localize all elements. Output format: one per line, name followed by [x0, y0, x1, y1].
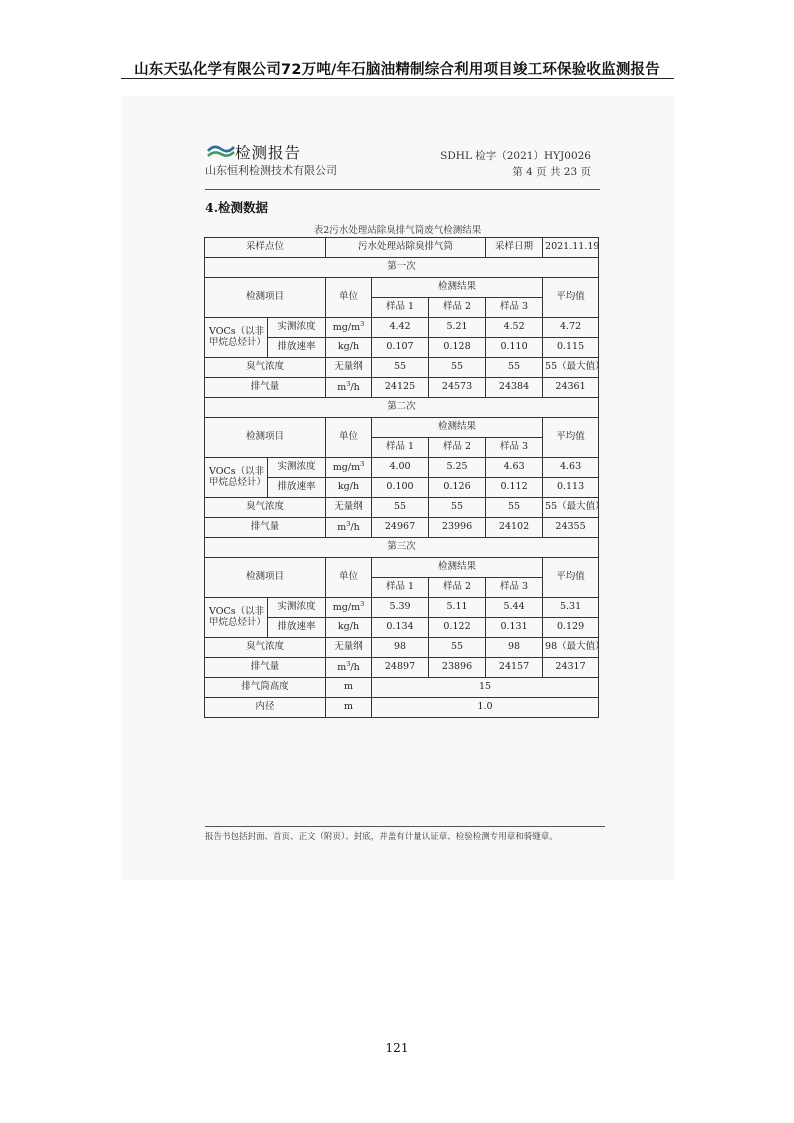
header-sample-3: 样品 3 — [486, 578, 543, 598]
row-unit — [326, 658, 372, 678]
emission-results-table — [204, 237, 605, 718]
average-value: 24317 — [543, 658, 599, 678]
sample-2-value: 55 — [429, 638, 486, 658]
row-unit — [326, 318, 372, 338]
vocs-label: VOCs（以非甲烷总烃计） — [205, 318, 268, 358]
stack-height-row — [205, 678, 599, 698]
row-item: 排放速率 — [268, 338, 326, 358]
sample-2-value: 0.122 — [429, 618, 486, 638]
sample-1-value: 4.00 — [372, 458, 429, 478]
row-item: 臭气浓度 — [205, 498, 326, 518]
scanned-report-page — [121, 96, 674, 880]
table-row — [205, 318, 599, 338]
table-caption: 表2污水处理站除臭排气筒废气检测结果 — [313, 225, 482, 236]
unit-tail: /h — [350, 662, 360, 674]
report-number: SDHL 检字（2021）HYJ0026 — [440, 150, 591, 162]
inner-diameter-row — [205, 698, 599, 718]
row-unit — [326, 638, 372, 658]
section-title: 4.检测数据 — [205, 200, 269, 215]
round-title-row — [205, 398, 599, 418]
footer-note: 报告书包括封面、首页、正文（附页）、封底，并盖有计量认证章、检验检测专用章和骑缝章。 — [205, 832, 558, 842]
table-row — [205, 638, 599, 658]
header-item: 检测项目 — [205, 278, 326, 318]
average-value: 4.72 — [543, 318, 599, 338]
row-unit — [326, 378, 372, 398]
sample-3-value: 98 — [486, 638, 543, 658]
sample-3-value: 24384 — [486, 378, 543, 398]
row-item: 实测浓度 — [268, 318, 326, 338]
header-sample-2: 样品 2 — [429, 438, 486, 458]
row-item: 实测浓度 — [268, 598, 326, 618]
sample-2-value: 55 — [429, 498, 486, 518]
row-unit — [326, 618, 372, 638]
round-title-row — [205, 538, 599, 558]
average-value: 0.115 — [543, 338, 599, 358]
header-sample-3: 样品 3 — [486, 438, 543, 458]
sample-3-value: 0.110 — [486, 338, 543, 358]
sampling-info-row — [205, 238, 599, 258]
unit-base: mg/m — [332, 322, 361, 334]
inner-diameter-value: 1.0 — [372, 698, 599, 718]
inner-diameter-label: 内径 — [205, 698, 326, 718]
header-unit: 单位 — [326, 558, 372, 598]
unit-superscript: 3 — [346, 379, 351, 388]
average-value: 55（最大值） — [543, 498, 599, 518]
sample-1-value: 0.134 — [372, 618, 429, 638]
header-average: 平均值 — [543, 418, 599, 458]
average-value: 24355 — [543, 518, 599, 538]
sample-2-value: 23996 — [429, 518, 486, 538]
unit-superscript: 3 — [360, 599, 365, 608]
sample-1-value: 5.39 — [372, 598, 429, 618]
row-item: 排气量 — [205, 658, 326, 678]
sample-2-value: 5.21 — [429, 318, 486, 338]
table-row — [205, 498, 599, 518]
sample-3-value: 24102 — [486, 518, 543, 538]
sample-3-value: 0.131 — [486, 618, 543, 638]
header-rule — [121, 78, 674, 79]
unit-base: kg/h — [337, 481, 360, 493]
sample-2-value: 5.11 — [429, 598, 486, 618]
stack-height-unit: m — [326, 678, 372, 698]
average-value: 98（最大值） — [543, 638, 599, 658]
header-sample-2: 样品 2 — [429, 578, 486, 598]
header-item: 检测项目 — [205, 558, 326, 598]
sampling-date-value: 2021.11.19 — [543, 238, 599, 258]
sample-2-value: 23896 — [429, 658, 486, 678]
stack-height-value: 15 — [372, 678, 599, 698]
table-row — [205, 378, 599, 398]
header-sample-3: 样品 3 — [486, 298, 543, 318]
sample-2-value: 55 — [429, 358, 486, 378]
footer-rule — [205, 826, 605, 827]
header-results: 检测结果 — [372, 558, 543, 578]
unit-base: m — [337, 522, 347, 534]
header-results: 检测结果 — [372, 278, 543, 298]
sampling-point-label: 采样点位 — [205, 238, 326, 258]
row-unit — [326, 358, 372, 378]
average-value: 55（最大值） — [543, 358, 599, 378]
sample-1-value: 24967 — [372, 518, 429, 538]
round-title: 第二次 — [205, 398, 599, 418]
sample-1-value: 4.42 — [372, 318, 429, 338]
table-row — [205, 358, 599, 378]
column-header-row — [205, 278, 599, 298]
sample-1-value: 55 — [372, 498, 429, 518]
unit-base: kg/h — [337, 341, 360, 353]
report-logo-text: 检测报告 — [235, 144, 302, 162]
row-item: 臭气浓度 — [205, 638, 326, 658]
inner-diameter-unit: m — [326, 698, 372, 718]
company-name: 山东恒利检测技术有限公司 — [205, 164, 337, 177]
vocs-label: VOCs（以非甲烷总烃计） — [205, 598, 268, 638]
unit-base: 无量纲 — [334, 361, 363, 373]
round-title-row — [205, 258, 599, 278]
sample-3-value: 24157 — [486, 658, 543, 678]
row-item: 排气量 — [205, 378, 326, 398]
column-header-row — [205, 418, 599, 438]
unit-base: 无量纲 — [334, 501, 363, 513]
header-sample-2: 样品 2 — [429, 298, 486, 318]
sample-1-value: 55 — [372, 358, 429, 378]
round-title: 第一次 — [205, 258, 599, 278]
average-value: 0.129 — [543, 618, 599, 638]
page-count: 第 4 页 共 23 页 — [512, 166, 591, 178]
row-item: 排气量 — [205, 518, 326, 538]
sample-3-value: 55 — [486, 358, 543, 378]
company-logo-icon — [206, 142, 236, 160]
header-average: 平均值 — [543, 558, 599, 598]
sample-1-value: 24125 — [372, 378, 429, 398]
row-unit — [326, 518, 372, 538]
average-value: 4.63 — [543, 458, 599, 478]
row-unit — [326, 478, 372, 498]
row-item: 实测浓度 — [268, 458, 326, 478]
sampling-date-label: 采样日期 — [486, 238, 543, 258]
row-unit — [326, 598, 372, 618]
average-value: 24361 — [543, 378, 599, 398]
vocs-label: VOCs（以非甲烷总烃计） — [205, 458, 268, 498]
sample-2-value: 5.25 — [429, 458, 486, 478]
unit-base: mg/m — [332, 462, 361, 474]
sample-3-value: 55 — [486, 498, 543, 518]
header-average: 平均值 — [543, 278, 599, 318]
header-sample-1: 样品 1 — [372, 438, 429, 458]
header-unit: 单位 — [326, 418, 372, 458]
page-header: 山东天弘化学有限公司72万吨/年石脑油精制综合利用项目竣工环保验收监测报告 — [134, 62, 660, 78]
unit-superscript: 3 — [346, 519, 351, 528]
round-title: 第三次 — [205, 538, 599, 558]
unit-superscript: 3 — [360, 319, 365, 328]
sample-3-value: 4.52 — [486, 318, 543, 338]
header-unit: 单位 — [326, 278, 372, 318]
header-item: 检测项目 — [205, 418, 326, 458]
unit-superscript: 3 — [360, 459, 365, 468]
table-row — [205, 598, 599, 618]
sample-3-value: 0.112 — [486, 478, 543, 498]
table-row — [205, 458, 599, 478]
row-item: 臭气浓度 — [205, 358, 326, 378]
sample-1-value: 0.107 — [372, 338, 429, 358]
sample-2-value: 24573 — [429, 378, 486, 398]
page-number: 121 — [385, 1041, 409, 1055]
table-row — [205, 518, 599, 538]
sample-2-value: 0.126 — [429, 478, 486, 498]
row-item: 排放速率 — [268, 618, 326, 638]
row-unit — [326, 338, 372, 358]
stack-height-label: 排气筒高度 — [205, 678, 326, 698]
header-sample-1: 样品 1 — [372, 298, 429, 318]
unit-base: m — [337, 662, 347, 674]
sample-3-value: 5.44 — [486, 598, 543, 618]
report-header-rule — [205, 189, 600, 190]
header-sample-1: 样品 1 — [372, 578, 429, 598]
unit-base: 无量纲 — [334, 641, 363, 653]
average-value: 0.113 — [543, 478, 599, 498]
unit-tail: /h — [350, 382, 360, 394]
unit-base: mg/m — [332, 602, 361, 614]
sample-3-value: 4.63 — [486, 458, 543, 478]
row-unit — [326, 458, 372, 478]
unit-base: m — [337, 382, 347, 394]
average-value: 5.31 — [543, 598, 599, 618]
sample-2-value: 0.128 — [429, 338, 486, 358]
sample-1-value: 98 — [372, 638, 429, 658]
unit-base: kg/h — [337, 621, 360, 633]
header-results: 检测结果 — [372, 418, 543, 438]
table-row — [205, 658, 599, 678]
sampling-point-value: 污水处理站除臭排气筒 — [326, 238, 486, 258]
row-unit — [326, 498, 372, 518]
sample-1-value: 24897 — [372, 658, 429, 678]
unit-superscript: 3 — [346, 659, 351, 668]
sample-1-value: 0.100 — [372, 478, 429, 498]
row-item: 排放速率 — [268, 478, 326, 498]
column-header-row — [205, 558, 599, 578]
unit-tail: /h — [350, 522, 360, 534]
